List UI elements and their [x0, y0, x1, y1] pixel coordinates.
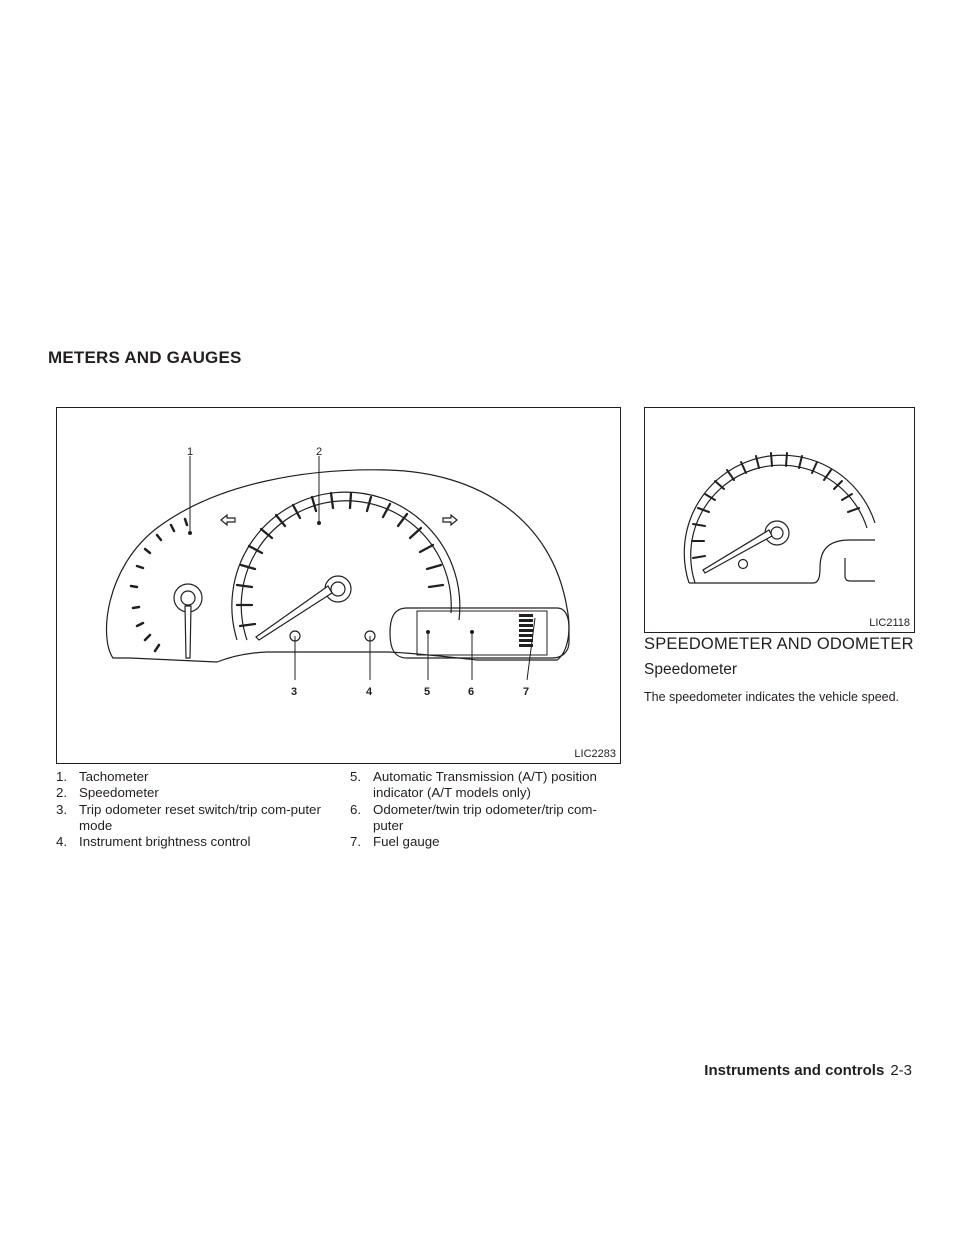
list-item: 1. Tachometer — [56, 769, 149, 784]
cluster-drawing — [57, 408, 620, 763]
section-heading: SPEEDOMETER AND ODOMETER — [644, 635, 914, 653]
legend-list-left — [56, 769, 336, 850]
cluster-illustration — [56, 407, 621, 764]
section-title: METERS AND GAUGES — [48, 348, 242, 367]
figure-label: LIC2118 — [869, 617, 910, 629]
body-text: The speedometer indicates the vehicle speed. — [644, 690, 900, 704]
speedometer-illustration — [644, 407, 915, 633]
list-item: 2. Speedometer — [56, 785, 159, 801]
figure-label: LIC2283 — [574, 748, 616, 760]
list-item: 4. Instrument brightness control — [56, 834, 251, 850]
list-item: 7. Fuel gauge — [350, 834, 440, 850]
callout-7: 7 — [523, 686, 530, 698]
list-item: 3. Trip odometer reset switch/trip com-puter mode — [56, 801, 321, 833]
callout-6: 6 — [468, 686, 475, 698]
page-footer — [704, 1062, 912, 1079]
callout-1: 1 — [187, 446, 194, 458]
callout-2: 2 — [316, 446, 323, 458]
callout-4: 4 — [366, 686, 373, 698]
callout-3: 3 — [291, 686, 298, 698]
page-number: 2-3 — [890, 1062, 912, 1079]
list-item: 5. Automatic Transmission (A/T) position indicator (A/T models only) — [350, 769, 597, 801]
footer-section: Instruments and controls — [704, 1062, 885, 1079]
subheading: Speedometer — [644, 661, 738, 678]
list-item: 6. Odometer/twin trip odometer/trip com-puter — [350, 801, 597, 833]
speedometer-drawing — [645, 408, 914, 632]
callout-5: 5 — [424, 686, 431, 698]
legend-list-right — [350, 769, 620, 850]
